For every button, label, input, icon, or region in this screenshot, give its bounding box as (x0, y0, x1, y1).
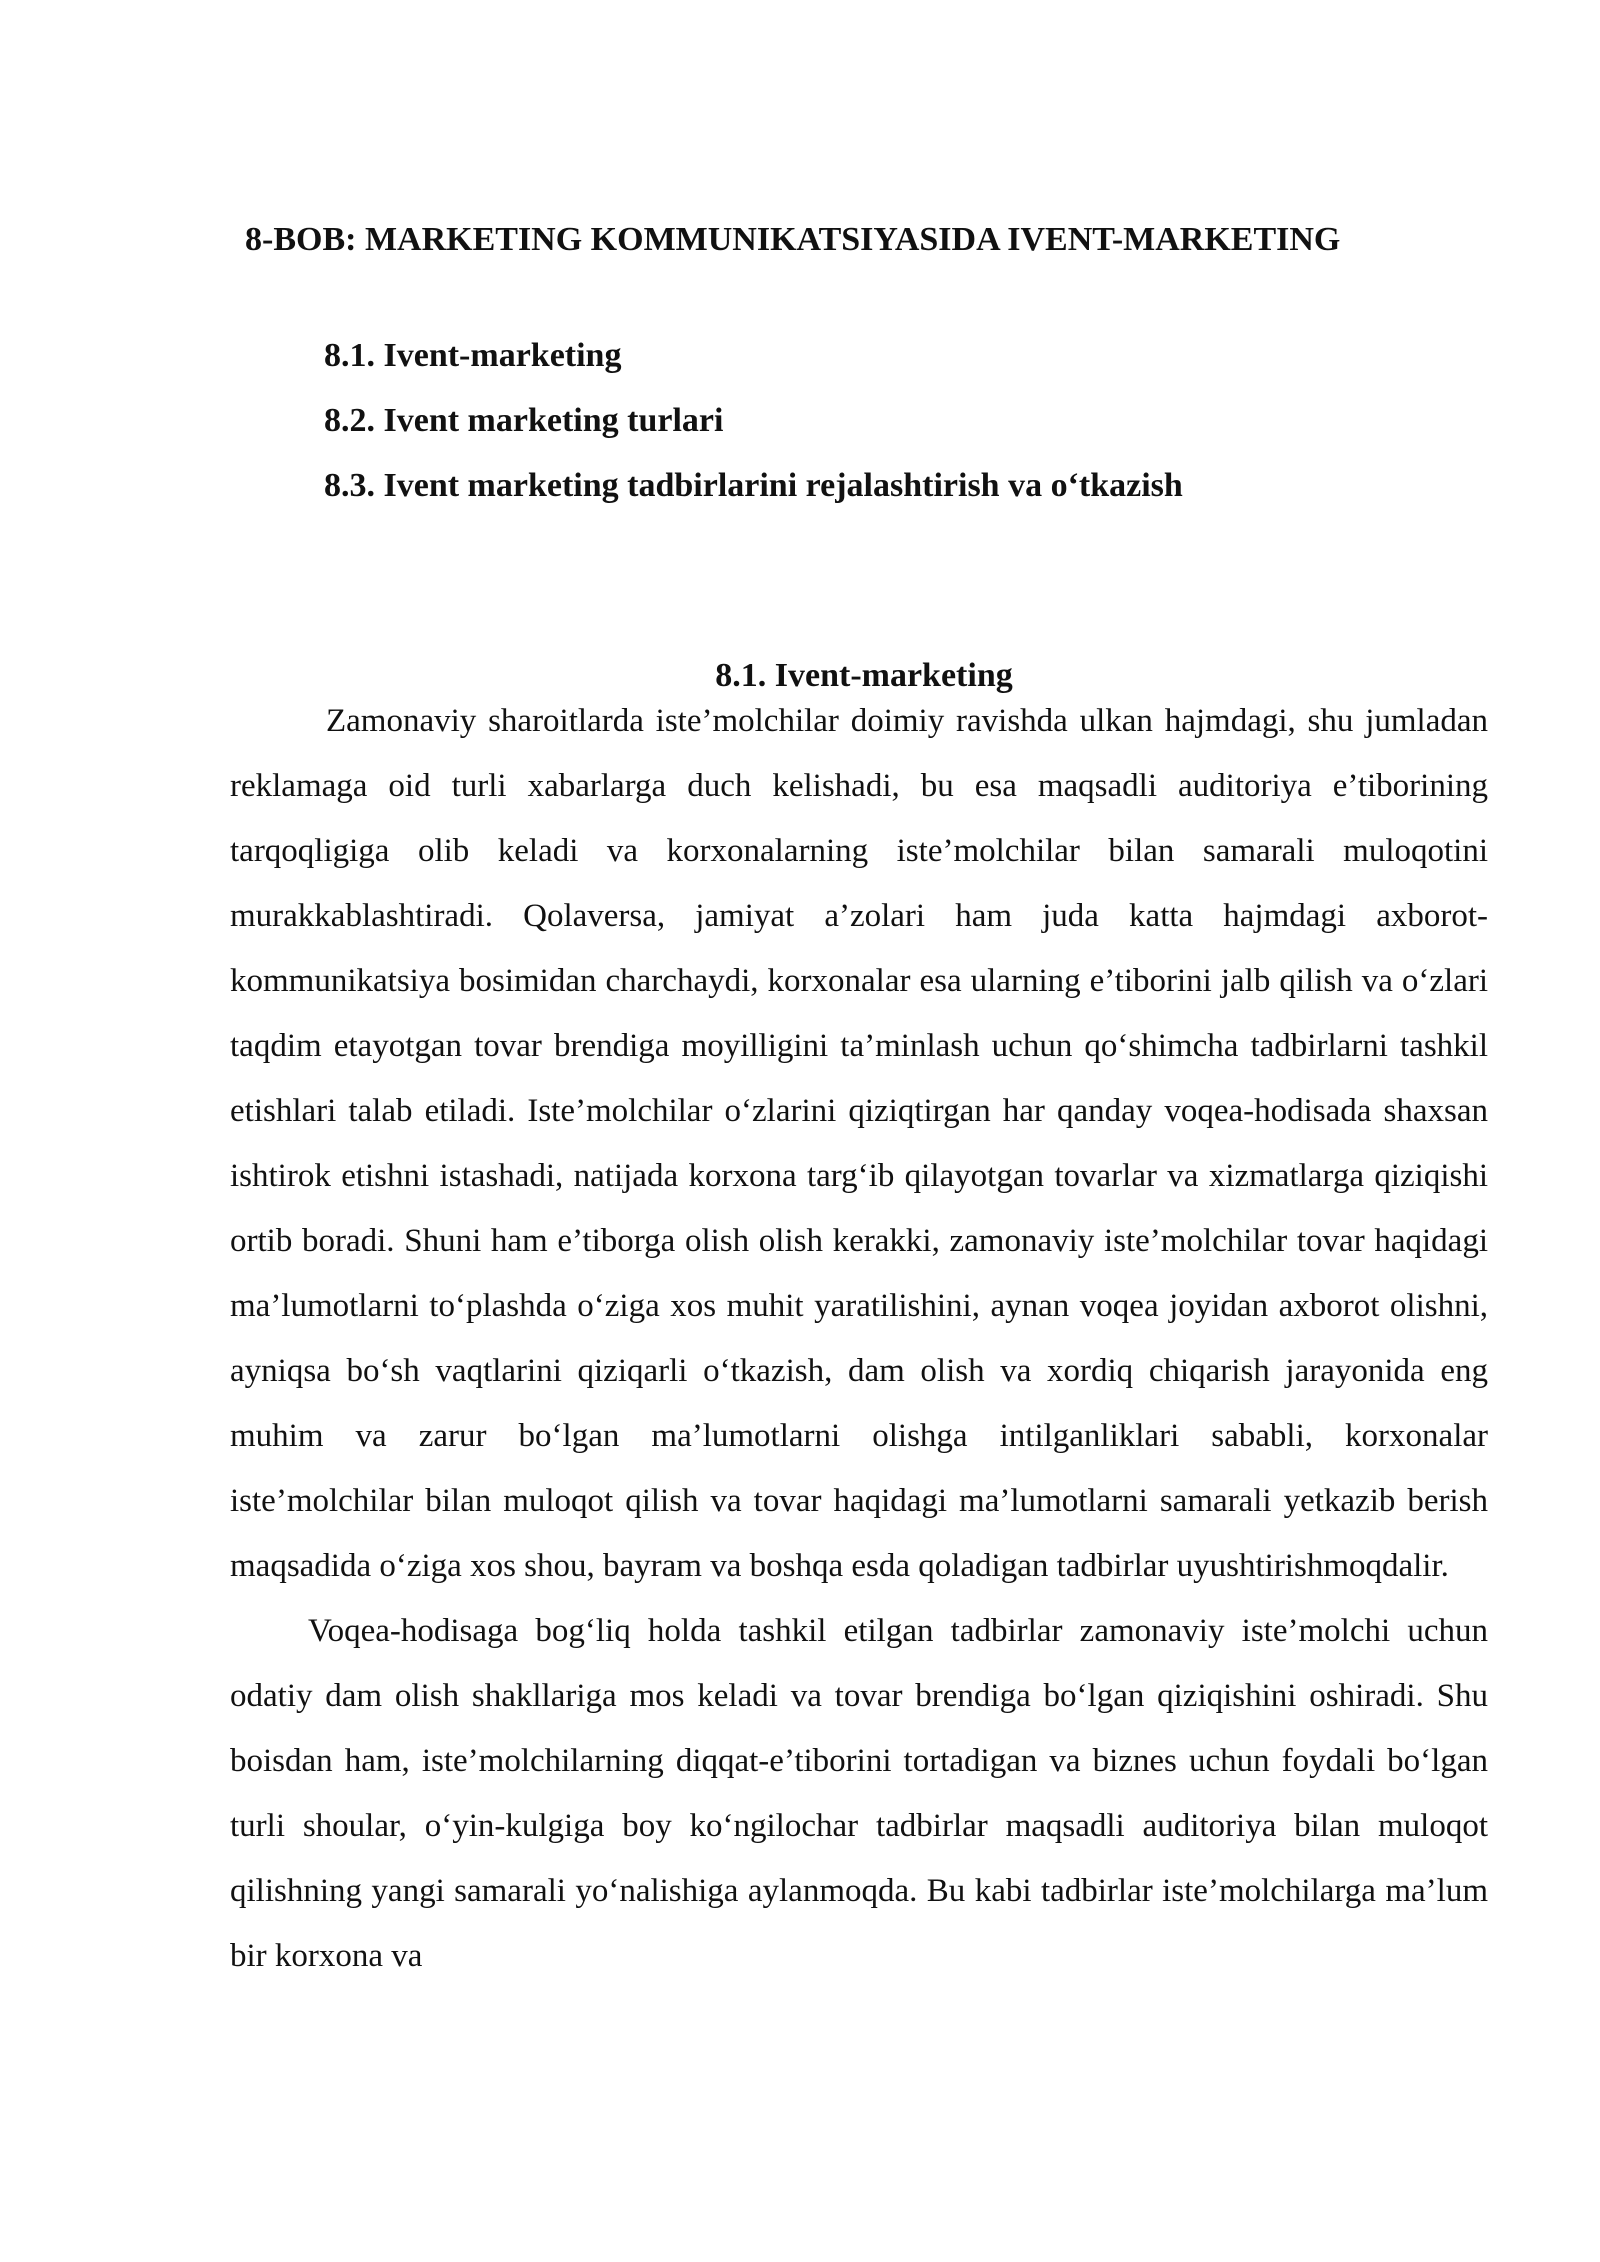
paragraph-1: Zamonaviy sharoitlarda iste’molchilar doimiy ravishda ulkan hajmdagi, shu jumladan reklamaga oid turli xabarlarga duch kelishadi, bu esa maqsadli auditoriya e’tiborining tarqoqligiga olib keladi va korxonalarning iste’molchilar bilan samarali muloqotini murakkablashtiradi. Qolaversa, jamiyat a’zolari ham juda katta hajmdagi axborot-kommunikatsiya bosimidan charchaydi, korxonalar esa ularning e’tiborini jalb qilish va o‘zlari taqdim etayotgan tovar brendiga moyilligini ta’minlash uchun qo‘shimcha tadbirlarni tashkil etishlari talab etiladi. Iste’molchilar o‘zlarini qiziqtirgan har qanday voqea-hodisada shaxsan ishtirok etishni istashadi, natijada korxona targ‘ib qilayotgan tovarlar va xizmatlarga qiziqishi ortib boradi. Shuni ham e’tiborga olish olish kerakki, zamonaviy iste’molchilar tovar haqidagi ma’lumotlarni to‘plashda o‘ziga xos muhit yaratilishini, aynan voqea joyidan axborot olishni, ayniqsa bo‘sh vaqtlarini qiziqarli o‘tkazish, dam olish va xordiq chiqarish jarayonida eng muhim va zarur bo‘lgan ma’lumotlarni olishga intilganliklari sababli, korxonalar iste’molchilar bilan muloqot qilish va tovar haqidagi ma’lumotlarni samarali yetkazib berish maqsadida o‘ziga xos shou, bayram va boshqa esda qoladigan tadbirlar uyushtirishmoqdalir. (230, 703, 1488, 1584)
toc-item-8-2: 8.2. Ivent marketing turlari (324, 402, 724, 439)
toc-item-8-1: 8.1. Ivent-marketing (324, 337, 622, 374)
paragraph-2: Voqea-hodisaga bog‘liq holda tashkil etilgan tadbirlar zamonaviy iste’molchi uchun odatiy dam olish shakllariga mos keladi va tovar brendiga bo‘lgan qiziqishini oshiradi. Shu boisdan ham, iste’molchilarning diqqat-e’tiborini tortadigan va biznes uchun foydali bo‘lgan turli shoular, o‘yin-kulgiga boy ko‘ngilochar tadbirlar maqsadli auditoriya bilan muloqot qilishning yangi samarali yo‘nalishiga aylanmoqda. Bu kabi tadbirlar iste’molchilarga ma’lum bir korxona va (230, 1613, 1488, 1974)
section-heading: 8.1. Ivent-marketing (715, 657, 1013, 694)
toc-item-8-3: 8.3. Ivent marketing tadbirlarini rejalashtirish va o‘tkazish (324, 467, 1183, 504)
body-text (230, 689, 1488, 1989)
chapter-title: 8-BOB: MARKETING KOMMUNIKATSIYASIDA IVENT-MARKETING (245, 221, 1341, 258)
table-of-contents (324, 323, 1183, 518)
